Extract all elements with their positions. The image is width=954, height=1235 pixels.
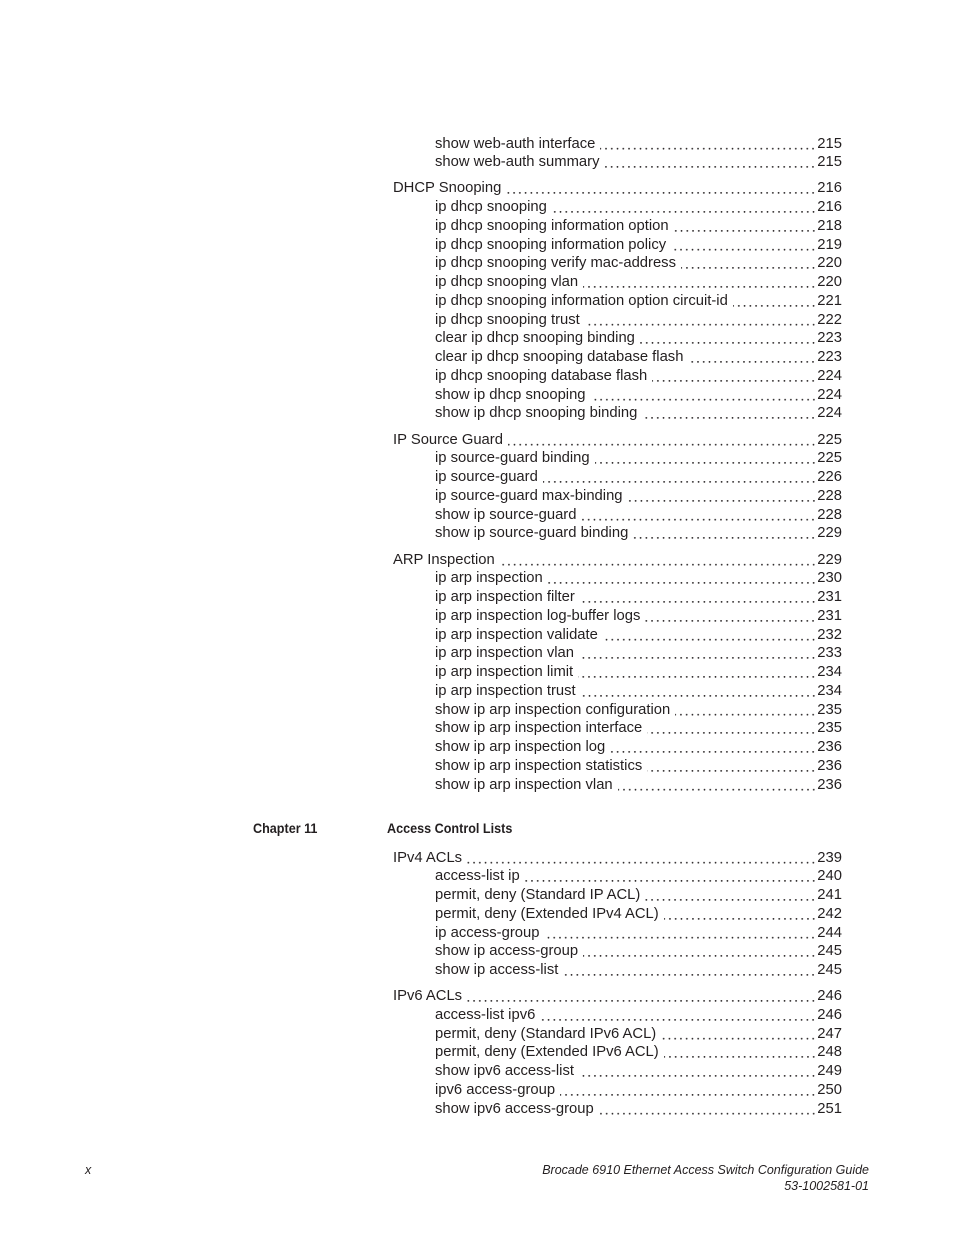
toc-entry[interactable] — [393, 1062, 842, 1081]
toc-entry[interactable] — [393, 135, 842, 154]
toc-entry[interactable] — [393, 776, 842, 795]
page-number: 247 — [817, 1025, 842, 1042]
toc-entry[interactable] — [393, 348, 842, 367]
entry-title: show ip arp inspection vlan — [435, 776, 613, 793]
entry-title: show ip dhcp snooping binding — [435, 405, 638, 422]
toc-entry[interactable] — [393, 569, 842, 588]
dot-leader — [506, 179, 816, 198]
entry-title: ip dhcp snooping vlan — [435, 274, 579, 291]
toc-entry[interactable] — [393, 254, 842, 273]
toc-entry[interactable] — [393, 905, 842, 924]
page-number: 215 — [817, 154, 842, 171]
toc-entry[interactable] — [393, 198, 842, 217]
entry-title: ip arp inspection log-buffer logs — [435, 607, 641, 624]
entry-title: IPv6 ACLs — [393, 988, 463, 1005]
toc-section-entry[interactable] — [393, 849, 842, 868]
dot-leader — [467, 987, 816, 1006]
dot-leader — [671, 236, 816, 255]
entry-title: ARP Inspection — [393, 551, 495, 568]
toc-section-entry[interactable] — [393, 179, 842, 198]
toc-entry[interactable] — [393, 506, 842, 525]
toc-group — [393, 849, 842, 980]
page-number: 231 — [817, 589, 842, 606]
dot-leader — [599, 1100, 817, 1119]
page-number: 229 — [817, 525, 842, 542]
entry-title: ip source-guard — [435, 469, 538, 486]
page-number: 234 — [817, 664, 842, 681]
toc-entry[interactable] — [393, 701, 842, 720]
toc-section-entry[interactable] — [393, 551, 842, 570]
dot-leader — [578, 663, 816, 682]
chapter-number: Chapter 11 — [253, 820, 318, 836]
dot-leader — [548, 569, 817, 588]
entry-title: IPv4 ACLs — [393, 849, 463, 866]
dot-leader — [581, 506, 816, 525]
toc-entry[interactable] — [393, 924, 842, 943]
dot-leader — [647, 757, 816, 776]
dot-leader — [681, 254, 816, 273]
entry-title: show ip access-list — [435, 962, 559, 979]
dot-leader — [652, 367, 816, 386]
entry-title: show ip arp inspection statistics — [435, 757, 643, 774]
dot-leader — [563, 961, 816, 980]
toc-entry[interactable] — [393, 644, 842, 663]
dot-leader — [600, 135, 816, 154]
page-number: 225 — [817, 431, 842, 448]
toc-entry[interactable] — [393, 1025, 842, 1044]
toc-entry[interactable] — [393, 217, 842, 236]
page-number: 215 — [817, 135, 842, 152]
page-number: 240 — [817, 868, 842, 885]
toc-entry[interactable] — [393, 719, 842, 738]
entry-title: ip source-guard max-binding — [435, 487, 623, 504]
page-number: 248 — [817, 1044, 842, 1061]
entry-title: show ip arp inspection interface — [435, 720, 643, 737]
dot-leader — [645, 607, 816, 626]
page-number: 236 — [817, 776, 842, 793]
toc-entry[interactable] — [393, 386, 842, 405]
dot-leader — [552, 198, 816, 217]
toc-entry[interactable] — [393, 1100, 842, 1119]
page-number: 225 — [817, 450, 842, 467]
dot-leader — [500, 551, 817, 570]
page-number: 246 — [817, 1006, 842, 1023]
entry-title: show ip source-guard binding — [435, 525, 629, 542]
entry-title: ip dhcp snooping — [435, 199, 547, 216]
dot-leader — [544, 924, 816, 943]
entry-title: access-list ip — [435, 868, 520, 885]
entry-title: ip dhcp snooping information option circuit-id — [435, 292, 728, 309]
toc-entry[interactable] — [393, 867, 842, 886]
dot-leader — [543, 468, 816, 487]
entry-title: show ip source-guard — [435, 506, 577, 523]
dot-leader — [618, 776, 817, 795]
dot-leader — [664, 905, 817, 924]
page-number: 242 — [817, 905, 842, 922]
entry-title: ip dhcp snooping trust — [435, 311, 580, 328]
toc-entry[interactable] — [393, 886, 842, 905]
dot-leader — [579, 644, 816, 663]
dot-leader — [580, 588, 816, 607]
dot-leader — [674, 217, 817, 236]
dot-leader — [591, 386, 817, 405]
toc-section-entry[interactable] — [393, 431, 842, 450]
dot-leader — [688, 348, 816, 367]
page-number: 218 — [817, 217, 842, 234]
page-number: 220 — [817, 274, 842, 291]
dot-leader — [633, 524, 816, 543]
dot-leader — [595, 449, 817, 468]
toc-entry[interactable] — [393, 682, 842, 701]
toc-entry[interactable] — [393, 942, 842, 961]
page-number: 223 — [817, 330, 842, 347]
page-number: 246 — [817, 988, 842, 1005]
entry-title: show ipv6 access-group — [435, 1100, 594, 1117]
dot-leader — [610, 738, 816, 757]
entry-title: ip arp inspection — [435, 570, 543, 587]
page-number: 224 — [817, 367, 842, 384]
dot-leader — [540, 1006, 816, 1025]
toc-entry[interactable] — [393, 273, 842, 292]
page-number: 233 — [817, 645, 842, 662]
entry-title: ipv6 access-group — [435, 1081, 556, 1098]
page-number: 245 — [817, 962, 842, 979]
page-number: 226 — [817, 469, 842, 486]
page-number: 236 — [817, 757, 842, 774]
entry-title: ip arp inspection filter — [435, 589, 575, 606]
toc-entry[interactable] — [393, 524, 842, 543]
dot-leader — [664, 1043, 817, 1062]
page-number: 244 — [817, 924, 842, 941]
dot-leader — [628, 487, 817, 506]
entry-title: ip arp inspection vlan — [435, 645, 575, 662]
dot-leader — [579, 1062, 816, 1081]
toc-entry[interactable] — [393, 1006, 842, 1025]
page-number: 235 — [817, 701, 842, 718]
page-number: 228 — [817, 506, 842, 523]
page-number: 222 — [817, 311, 842, 328]
page-number: 216 — [817, 180, 842, 197]
page-number: 231 — [817, 607, 842, 624]
footer-page-number: x — [85, 1163, 92, 1177]
entry-title: show web-auth summary — [435, 154, 600, 171]
dot-leader — [583, 942, 816, 961]
page-number: 249 — [817, 1063, 842, 1080]
toc-entry[interactable] — [393, 329, 842, 348]
toc-entry[interactable] — [393, 1081, 842, 1100]
toc-entry[interactable] — [393, 292, 842, 311]
entry-title: ip dhcp snooping database flash — [435, 367, 648, 384]
page-number: 220 — [817, 255, 842, 272]
entry-title: show web-auth interface — [435, 135, 596, 152]
entry-title: IP Source Guard — [393, 431, 503, 448]
dot-leader — [583, 273, 816, 292]
toc-group — [393, 431, 842, 544]
page-number: 228 — [817, 487, 842, 504]
toc-entry[interactable] — [393, 961, 842, 980]
entry-title: DHCP Snooping — [393, 180, 502, 197]
toc-entry[interactable] — [393, 449, 842, 468]
entry-title: show ip dhcp snooping — [435, 386, 586, 403]
entry-title: ip arp inspection trust — [435, 682, 576, 699]
toc-section-entry[interactable] — [393, 987, 842, 1006]
page-number: 241 — [817, 887, 842, 904]
dot-leader — [604, 153, 816, 172]
toc-entry[interactable] — [393, 588, 842, 607]
page-number: 232 — [817, 626, 842, 643]
dot-leader — [642, 404, 816, 423]
chapter-table-of-contents — [393, 849, 842, 1119]
entry-title: ip dhcp snooping information option — [435, 217, 669, 234]
page-number: 251 — [817, 1100, 842, 1117]
dot-leader — [675, 701, 816, 720]
toc-entry[interactable] — [393, 738, 842, 757]
dot-leader — [508, 431, 816, 450]
footer-document-info — [542, 1162, 869, 1194]
toc-entry[interactable] — [393, 1043, 842, 1062]
entry-title: show ip access-group — [435, 943, 579, 960]
toc-entry[interactable] — [393, 236, 842, 255]
entry-title: ip dhcp snooping verify mac-address — [435, 255, 676, 272]
entry-title: access-list ipv6 — [435, 1006, 536, 1023]
toc-entry[interactable] — [393, 607, 842, 626]
toc-group — [393, 551, 842, 795]
footer-doc-title: Brocade 6910 Ethernet Access Switch Configuration Guide — [542, 1163, 869, 1177]
page-number: 234 — [817, 682, 842, 699]
dot-leader — [640, 329, 816, 348]
entry-title: permit, deny (Extended IPv4 ACL) — [435, 905, 659, 922]
entry-title: clear ip dhcp snooping database flash — [435, 349, 684, 366]
entry-title: ip access-group — [435, 924, 540, 941]
chapter-title: Access Control Lists — [387, 820, 513, 836]
page-number: 224 — [817, 405, 842, 422]
toc-entry[interactable] — [393, 663, 842, 682]
entry-title: show ip arp inspection configuration — [435, 701, 671, 718]
toc-entry[interactable] — [393, 153, 842, 172]
toc-group — [393, 179, 842, 423]
page-number: 223 — [817, 349, 842, 366]
page-number: 239 — [817, 849, 842, 866]
toc-entry[interactable] — [393, 757, 842, 776]
dot-leader — [603, 626, 816, 645]
dot-leader — [661, 1025, 816, 1044]
toc-group — [393, 135, 842, 173]
page-number: 245 — [817, 943, 842, 960]
page-number: 216 — [817, 199, 842, 216]
page-number: 221 — [817, 292, 842, 309]
entry-title: ip arp inspection limit — [435, 664, 574, 681]
entry-title: ip source-guard binding — [435, 450, 590, 467]
toc-entry[interactable] — [393, 311, 842, 330]
toc-group — [393, 987, 842, 1118]
entry-title: ip arp inspection validate — [435, 626, 598, 643]
footer-doc-number: 53-1002581-01 — [784, 1179, 869, 1193]
toc-entry[interactable] — [393, 367, 842, 386]
dot-leader — [560, 1081, 816, 1100]
dot-leader — [525, 867, 817, 886]
entry-title: permit, deny (Extended IPv6 ACL) — [435, 1044, 659, 1061]
dot-leader — [647, 719, 816, 738]
dot-leader — [585, 311, 817, 330]
page-number: 224 — [817, 386, 842, 403]
dot-leader — [645, 886, 816, 905]
dot-leader — [581, 682, 817, 701]
entry-title: clear ip dhcp snooping binding — [435, 330, 635, 347]
dot-leader — [733, 292, 816, 311]
page-number: 229 — [817, 551, 842, 568]
dot-leader — [467, 849, 816, 868]
page-number: 235 — [817, 720, 842, 737]
toc-entry[interactable] — [393, 626, 842, 645]
page-number: 250 — [817, 1081, 842, 1098]
entry-title: ip dhcp snooping information policy — [435, 236, 667, 253]
entry-title: show ipv6 access-list — [435, 1063, 574, 1080]
toc-entry[interactable] — [393, 487, 842, 506]
entry-title: permit, deny (Standard IPv6 ACL) — [435, 1025, 657, 1042]
table-of-contents-continued — [393, 135, 842, 795]
entry-title: permit, deny (Standard IP ACL) — [435, 887, 641, 904]
toc-entry[interactable] — [393, 468, 842, 487]
page-number: 236 — [817, 739, 842, 756]
page-number: 230 — [817, 570, 842, 587]
toc-entry[interactable] — [393, 404, 842, 423]
entry-title: show ip arp inspection log — [435, 739, 606, 756]
page-number: 219 — [817, 236, 842, 253]
